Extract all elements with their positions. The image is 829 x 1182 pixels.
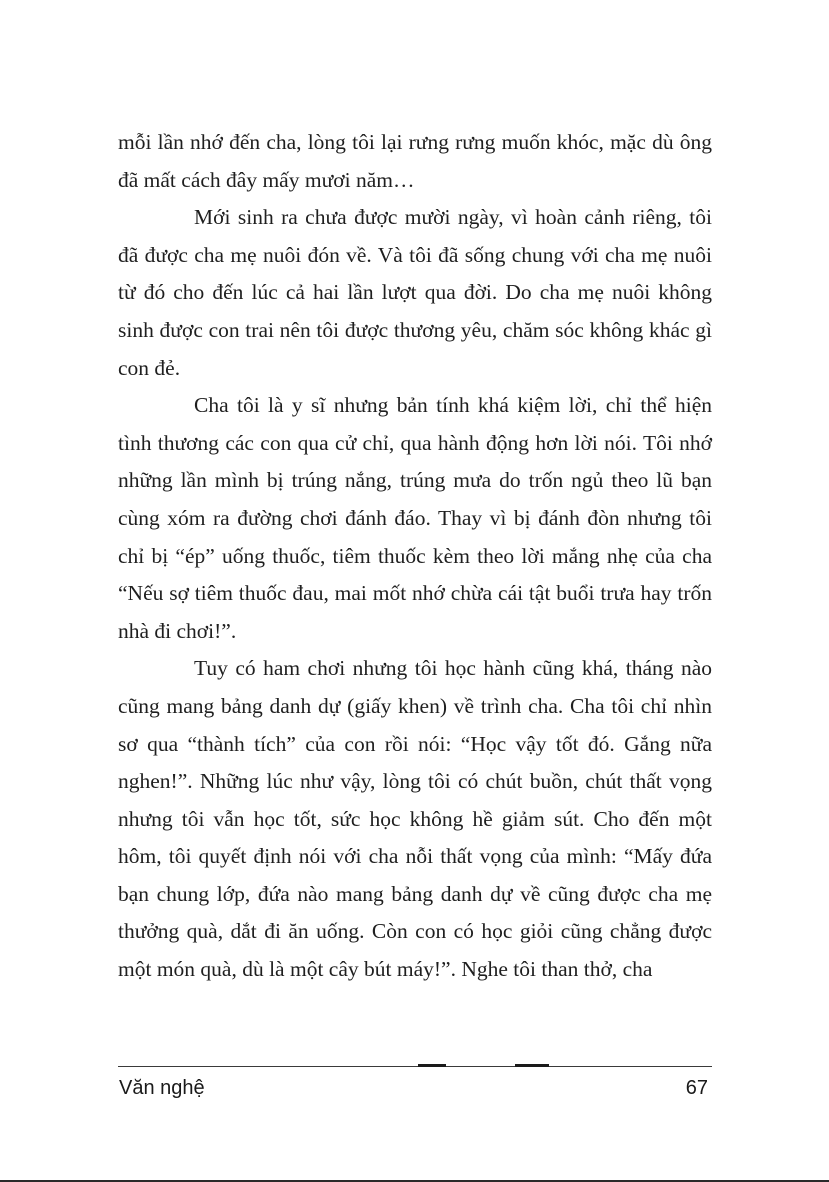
page-number: 67 <box>685 1077 708 1099</box>
paragraph-1: mỗi lần nhớ đến cha, lòng tôi lại rưng rưng muốn khóc, mặc dù ông đã mất cách đây mấy mươi năm… <box>118 130 712 192</box>
paragraph-3: Cha tôi là y sĩ nhưng bản tính khá kiệm lời, chỉ thể hiện tình thương các con qua cử chỉ, qua hành động hơn lời nói. Tôi nhớ những lần mình bị trúng nắng, trúng mưa do trốn ngủ theo lũ bạn cùng xóm ra đường chơi đánh đáo. Thay vì bị đánh đòn nhưng tôi chỉ bị “ép” uống thuốc, tiêm thuốc kèm theo lời mắng nhẹ của cha “Nếu sợ tiêm thuốc đau, mai mốt nhớ chừa cái tật buổi trưa hay trốn nhà đi chơi!”. <box>118 393 712 643</box>
footer-divider-accent <box>515 1064 549 1067</box>
footer-divider <box>118 1066 712 1067</box>
paragraph-4: Tuy có ham chơi nhưng tôi học hành cũng khá, tháng nào cũng mang bảng danh dự (giấy khen) về trình cha. Cha tôi chỉ nhìn sơ qua “thành tích” của con rồi nói: “Học vậy tốt đó. Gắng nữa nghen!”. Những lúc như vậy, lòng tôi có chút buồn, chút thất vọng nhưng tôi vẫn học tốt, sức học không hề giảm sút. Cho đến một hôm, tôi quyết định nói với cha nỗi thất vọng của mình: “Mấy đứa bạn chung lớp, đứa nào mang bảng danh dự về cũng được cha mẹ thưởng quà, dắt đi ăn uống. Còn con có học giỏi cũng chẳng được một món quà, dù là một cây bút máy!”. Nghe tôi than thở, cha <box>118 656 712 982</box>
footer-section-title: Văn nghệ <box>119 1077 205 1099</box>
body-text <box>118 124 712 989</box>
footer-divider-accent <box>418 1064 446 1067</box>
paragraph-2: Mới sinh ra chưa được mười ngày, vì hoàn cảnh riêng, tôi đã được cha mẹ nuôi đón về. Và tôi đã sống chung với cha mẹ nuôi từ đó cho đến lúc cả hai lần lượt qua đời. Do cha mẹ nuôi không sinh được con trai nên tôi được thương yêu, chăm sóc không khác gì con đẻ. <box>118 205 712 380</box>
